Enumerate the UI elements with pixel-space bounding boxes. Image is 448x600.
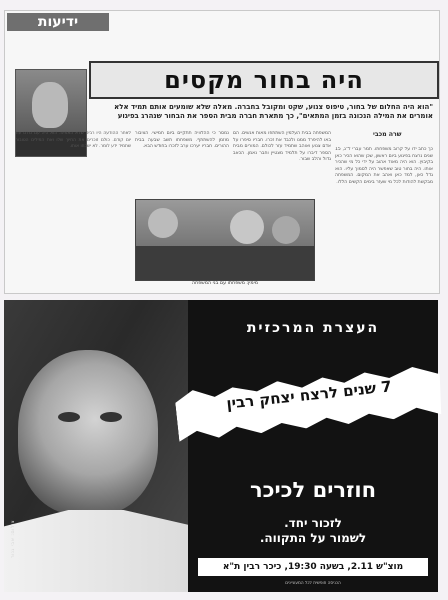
photo-person-3 <box>272 216 300 244</box>
portrait-face <box>32 82 68 128</box>
article-column-2: המשפחה בבית העלמין השתתפו מאות אנשים. הם באו להיפרד ממנו ולכבד את זכרו. חבריו סיפרו על אדם צנוע ואוהב שתמיד עזר לכולם. המורים מבית הספר דיברו על תלמיד מצטיין וחבר נאמן. הכאב גדול והלב שבור. <box>233 131 331 163</box>
photo-person-2 <box>230 210 264 244</box>
article-column-1: כך כתב ידו על קרוב משפחתו. תמר עברי ל"ג, 15 שנים נרצח בפיגוע ביום ראשון, שכן שהוא הכיר כאן בקיבוץ. הוא היה מאוד אהוב על ידי כל מי שהכיר אותו. היה בחור טוב שאפשר היה לסמוך עליו. הוא גדל כאן, למד כאן ואהב את המקום. המשפחה מבקשת להודות לכל מי שעזר בימים הקשים הללו. <box>335 147 433 185</box>
rally-advertisement <box>4 300 438 592</box>
portrait-shirt <box>4 510 188 592</box>
article-lead: "הוא היה החלום של בחור, טיפוס צנוע, שקט ומקובל בחברה. מאלה שלא שומעים אותם תמיד אלא אומרים את המילה הנכונה בזמן המתאים", כך מתארת חברה מבית הספר את הבחור שנהרג בפיגוע <box>114 103 433 120</box>
article-column-3: נמסר כי ההלוויה תתקיים ביום חמישי. הציבור מוזמן להשתתף. משפחתו תשב שבעה בבית ההורים. חבריו יערכו ערב לזכרו בחודש הבא. <box>135 131 229 150</box>
photo-credit: צילום: אבי גנור <box>10 520 16 559</box>
photo-caption: מימין: משפחתו עם בני המשפחה <box>192 281 258 286</box>
headline-box <box>89 61 439 99</box>
photo-background <box>136 246 314 280</box>
ad-portrait <box>4 300 188 592</box>
photo-person-1 <box>148 208 178 238</box>
article-column-4: לאחר ההודעה היו רבים שלא האמינו. הוא היה עם כולם עוד יום קודם. כולם זוכרים את החיוך שלו ואת המילים הטובות שתמיד ידע לומר. לא ישכחו אותו. <box>15 131 131 150</box>
article-headline: היה בחור מקסים <box>164 66 364 94</box>
ad-text-panel <box>188 300 438 592</box>
news-article <box>4 10 440 294</box>
slogan-line-1: לזכור יחד. <box>284 516 342 530</box>
slogan-line-2: לשמור על התקווה. <box>259 531 367 545</box>
ad-slogan <box>188 516 438 546</box>
article-author: שרה מכבי <box>373 131 402 138</box>
event-details-bar: מוצ"ש 2.11, בשעה 19:30, כיכר רבין ת"א <box>198 558 428 576</box>
portrait-eye-right <box>100 412 122 422</box>
portrait-eye-left <box>58 412 80 422</box>
ad-footnote: הכניסה חופשית לכל המעוניינים <box>285 580 341 585</box>
portrait-head <box>18 350 158 515</box>
article-photo <box>135 199 315 281</box>
event-title: 7 שנים לרצח יצחק רבין <box>225 377 393 413</box>
ad-organization: העצרת המרכזית <box>246 320 380 336</box>
section-tag: ידיעות <box>7 13 109 31</box>
call-to-action: חוזרים לכיכר <box>249 478 377 502</box>
